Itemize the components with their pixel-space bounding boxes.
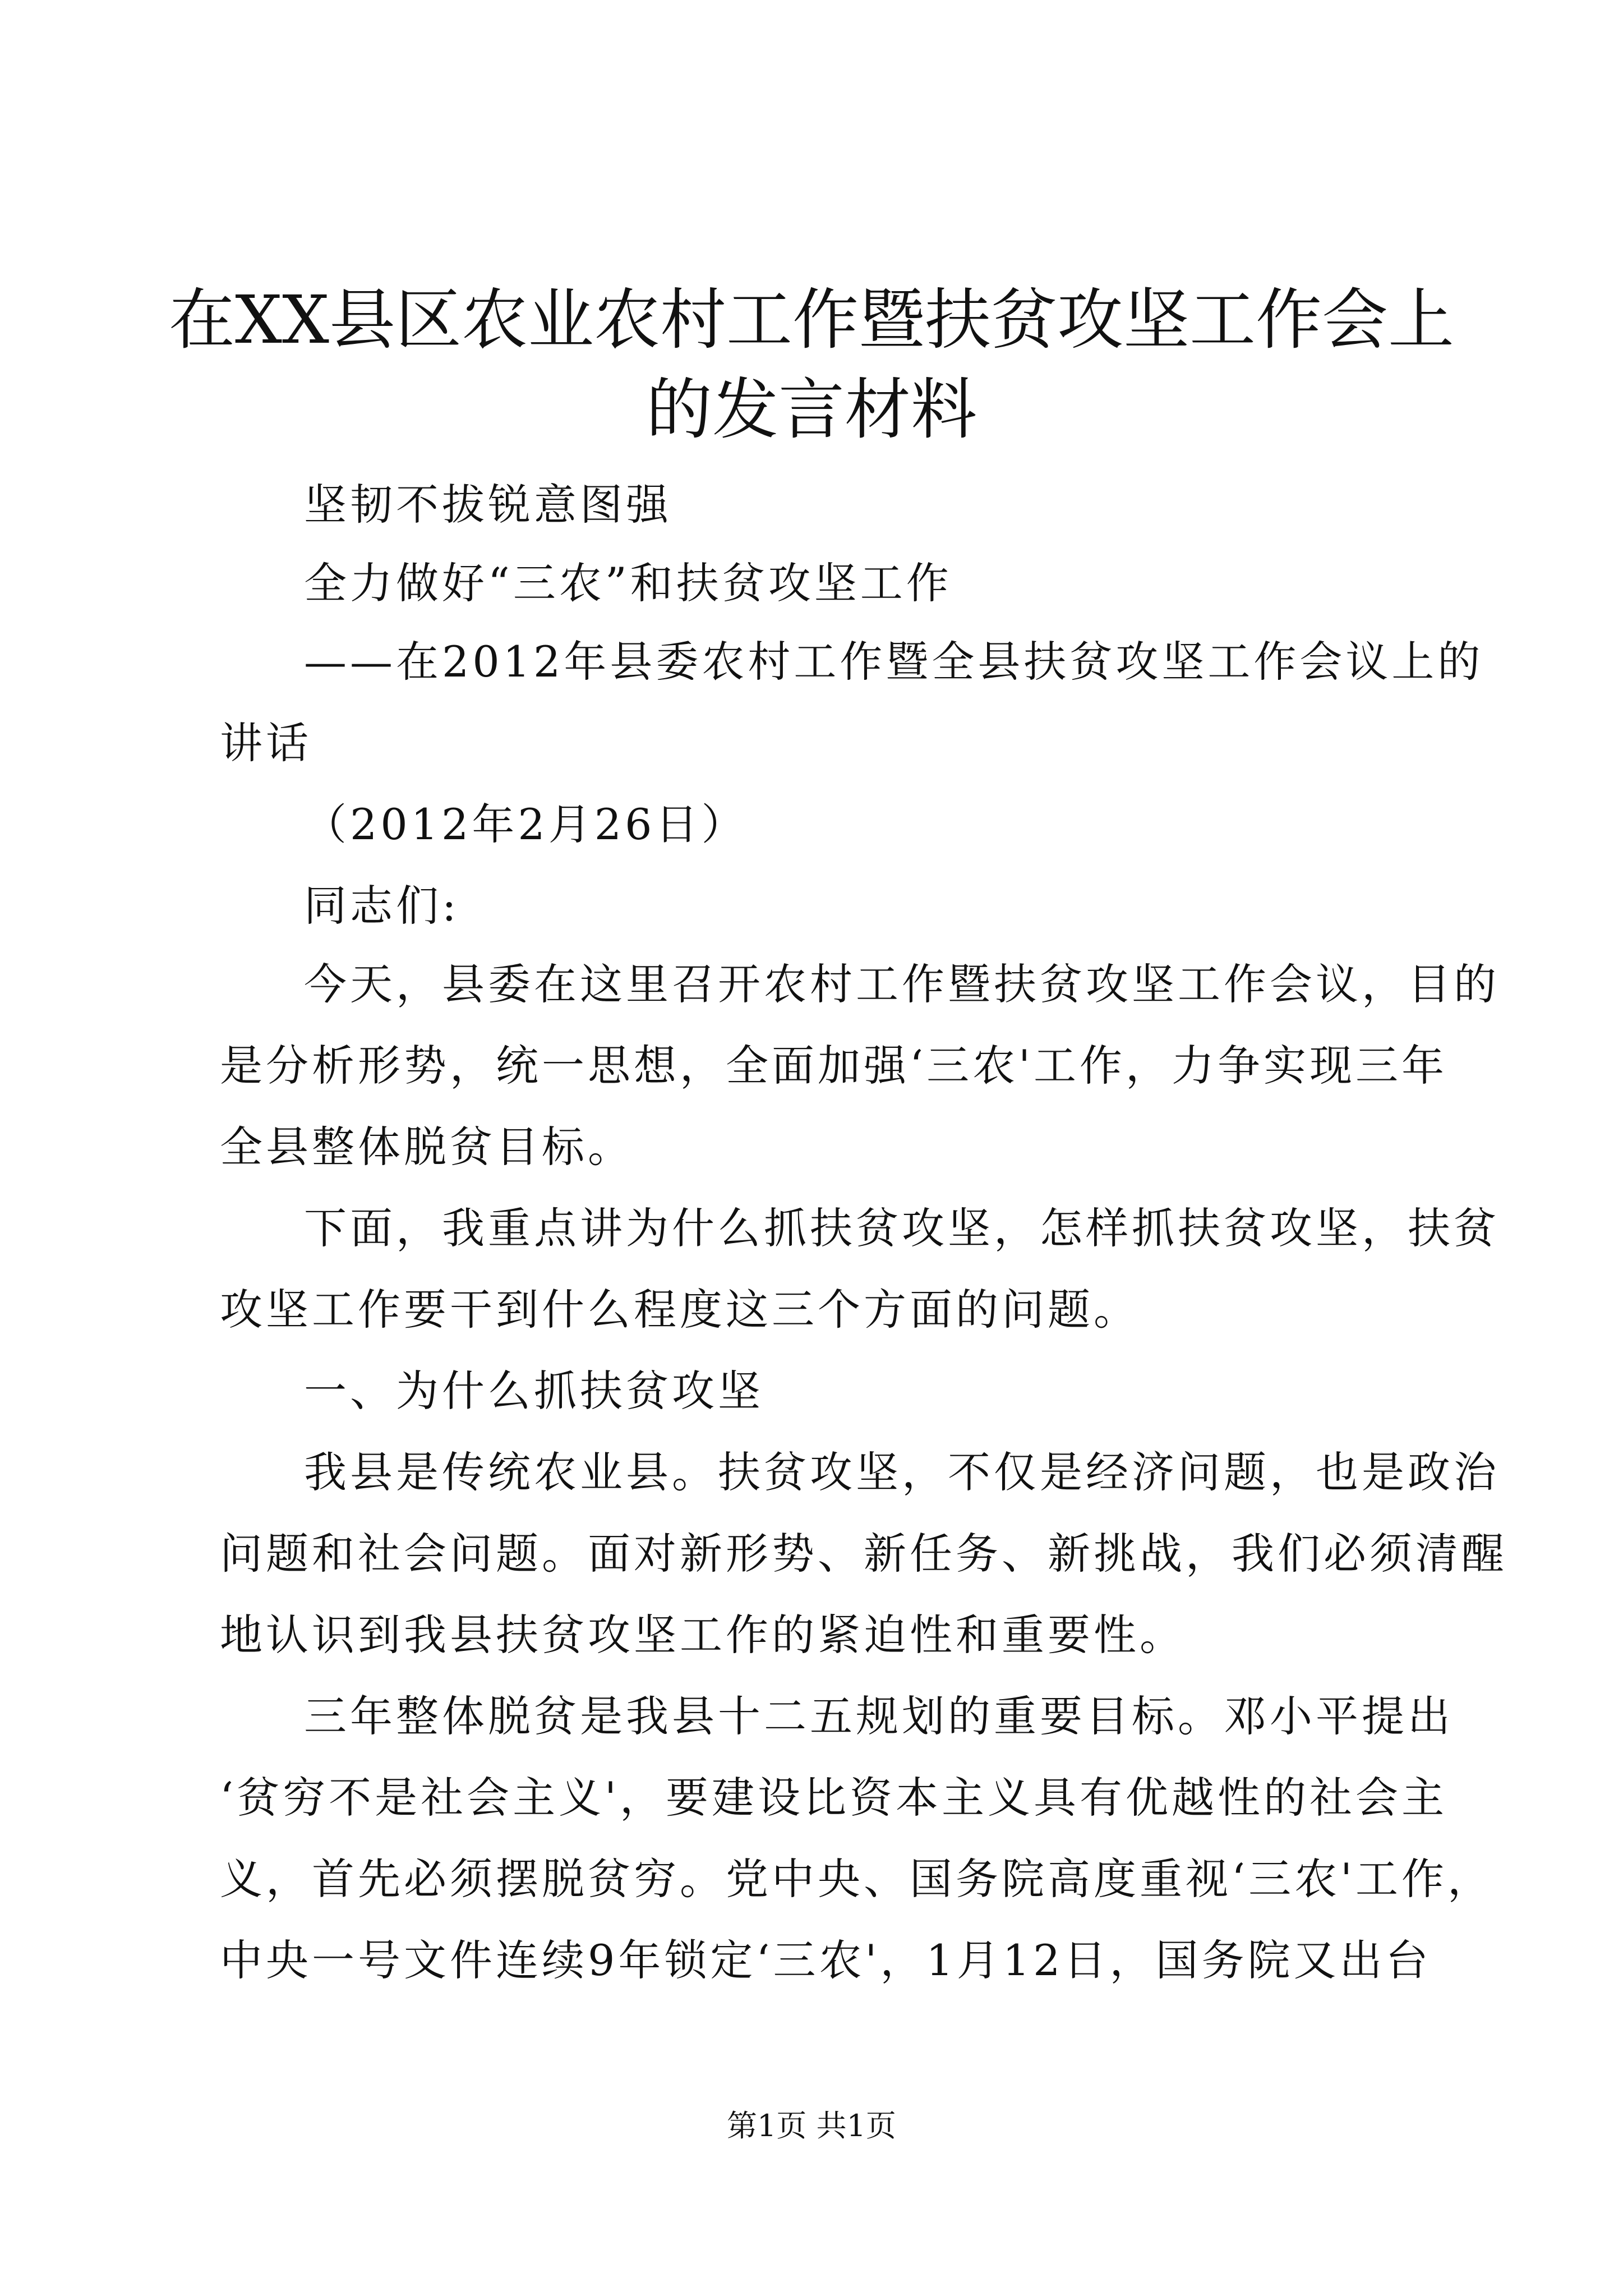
speech-date: （2012年2月26日） — [304, 799, 748, 849]
salutation: 同志们: — [304, 881, 460, 931]
subtitle-line-1: 坚韧不拔锐意图强 — [304, 480, 672, 530]
document-title-line-1: 在XX县区农业农村工作暨扶贫攻坚工作会上 — [168, 281, 1454, 358]
paragraph-line: 中央一号文件连续9年锁定‘三农'，1月12日，国务院又出台 — [220, 1935, 1432, 1985]
paragraph-line: 三年整体脱贫是我县十二五规划的重要目标。邓小平提出 — [304, 1691, 1454, 1741]
speech-occasion-line-continued: 讲话 — [220, 718, 312, 768]
subtitle-line-2: 全力做好“三农”和扶贫攻坚工作 — [304, 558, 952, 608]
paragraph-line: ‘贫穷不是社会主义'，要建设比资本主义具有优越性的社会主 — [220, 1773, 1448, 1823]
paragraph-line: 攻坚工作要干到什么程度这三个方面的问题。 — [220, 1285, 1140, 1335]
speech-occasion-line: ——在2012年县委农村工作暨全县扶贫攻坚工作会议上的 — [304, 637, 1484, 687]
section-heading: 一、为什么抓扶贫攻坚 — [304, 1366, 764, 1416]
document-title-line-2: 的发言材料 — [645, 371, 977, 448]
paragraph-line: 问题和社会问题。面对新形势、新任务、新挑战，我们必须清醒 — [220, 1529, 1507, 1579]
paragraph-line: 我县是传统农业县。扶贫攻坚，不仅是经济问题，也是政治 — [304, 1447, 1500, 1497]
paragraph-line: 是分析形势，统一思想，全面加强‘三农'工作，力争实现三年 — [220, 1041, 1448, 1091]
paragraph-line: 全县整体脱贫目标。 — [220, 1122, 634, 1172]
paragraph-line: 地认识到我县扶贫攻坚工作的紧迫性和重要性。 — [220, 1610, 1186, 1660]
page-number-footer: 第1页 共1页 — [727, 2108, 896, 2143]
paragraph-line: 今天，县委在这里召开农村工作暨扶贫攻坚工作会议，目的 — [304, 959, 1500, 1009]
paragraph-line: 下面，我重点讲为什么抓扶贫攻坚，怎样抓扶贫攻坚，扶贫 — [304, 1203, 1500, 1253]
paragraph-line: 义，首先必须摆脱贫穷。党中央、国务院高度重视‘三农'工作， — [220, 1854, 1494, 1904]
